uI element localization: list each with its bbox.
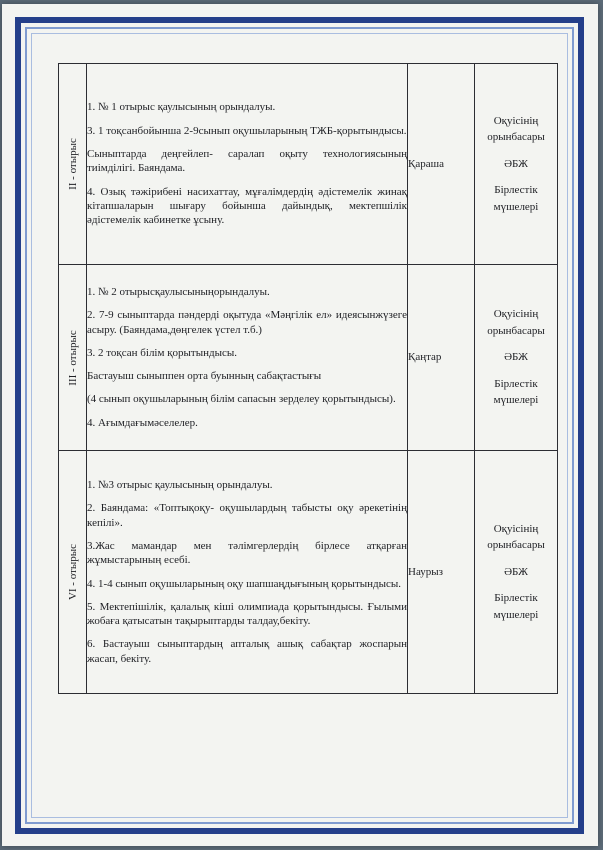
responsible-line: Оқуісінің <box>493 114 539 127</box>
responsible-line: Бірлестік <box>494 184 538 197</box>
responsible-cell <box>475 64 558 265</box>
agenda-item: 4. 1-4 сынып оқушыларының оқу шапшаңдығының қорытындысы. <box>87 577 402 590</box>
session-label: VI - отырыс <box>66 543 79 601</box>
session-label: III - отырыс <box>66 329 79 386</box>
responsible-cell <box>475 451 558 694</box>
methodical-plan-table <box>58 63 558 694</box>
month-cell: Қараша <box>408 64 475 265</box>
responsible-line: мүшелері <box>493 608 539 621</box>
session-cell <box>59 64 87 265</box>
agenda-item: 2. 7-9 сыныптарда пәндерді оқытуда «Мәңгілік ел» идеясынжүзеге асыру. (Баяндама,дөңгелек үстел т.б.) <box>87 309 407 336</box>
agenda-cell <box>87 64 408 265</box>
responsible-line: мүшелері <box>493 394 539 407</box>
session-cell <box>59 451 87 694</box>
table-row <box>59 64 558 265</box>
agenda-item: 3.Жас мамандар мен тәлімгерлердің бірлесе атқарған жұмыстарының есебі. <box>87 539 407 567</box>
table-row <box>59 451 558 694</box>
responsible-line: орынбасары <box>487 131 545 144</box>
responsible-line: орынбасары <box>487 539 545 552</box>
agenda-item: 3. 1 тоқсанбойынша 2-9сынып оқушыларының ТЖБ-қорытындысы. <box>87 124 407 137</box>
agenda-item: 6. Бастауыш сыныптардың апталық ашық сабақтар жоспарын жасап, бекіту. <box>87 638 407 665</box>
session-cell <box>59 265 87 451</box>
responsible-line: Бірлестік <box>494 377 538 390</box>
responsible-line: Бірлестік <box>494 592 538 605</box>
agenda-item: 4. Ағымдағымәселелер. <box>87 416 198 429</box>
responsible-cell <box>475 265 558 451</box>
agenda-item: Сыныптарда деңгейлеп- саралап оқыту технологиясының тиімділігі. Баяндама. <box>87 148 407 175</box>
responsible-line: ӘБЖ <box>504 565 528 578</box>
agenda-item: 2. Баяндама: «Топтықоқу- оқушылардың табысты оқу әрекетінің кепілі». <box>87 502 407 529</box>
month-cell: Қаңтар <box>408 265 475 451</box>
agenda-item: 4. Озық тәжірибені насихаттау, мұғалімдердің әдістемелік жинақ кітапшаларын шығару бойынша дайындық, мектепшілік әдістемелік кабинетке ұсыну. <box>87 185 407 227</box>
responsible-line: ӘБЖ <box>504 351 528 364</box>
agenda-item: 1. № 1 отырыс қаулысының орындалуы. <box>87 101 276 114</box>
agenda-item: 3. 2 тоқсан білім қорытындысы. <box>87 346 238 359</box>
agenda-item: (4 сынып оқушыларының білім сапасын зерделеу қорытындысы). <box>87 393 396 406</box>
session-label: II - отырыс <box>66 138 79 190</box>
agenda-item: 5. Мектепішілік, қалалық кіші олимпиада қорытындысы. Ғылыми жобаға қатысатын тақырыптарды талдау,бекіту. <box>87 600 407 628</box>
responsible-line: Оқуісінің <box>493 308 539 321</box>
responsible-line: Оқуісінің <box>493 522 539 535</box>
responsible-line: мүшелері <box>493 200 539 213</box>
table-row <box>59 265 558 451</box>
agenda-item: 1. № 2 отырысқаулысыныңорындалуы. <box>87 285 270 298</box>
agenda-cell <box>87 265 408 451</box>
month-cell: Наурыз <box>408 451 475 694</box>
agenda-item: Бастауыш сыныппен орта буынның сабақтастығы <box>87 370 322 383</box>
document-page <box>2 4 598 846</box>
agenda-cell <box>87 451 408 694</box>
responsible-line: орынбасары <box>487 324 545 337</box>
responsible-line: ӘБЖ <box>504 157 528 170</box>
agenda-item: 1. №3 отырыс қаулысының орындалуы. <box>87 479 273 492</box>
